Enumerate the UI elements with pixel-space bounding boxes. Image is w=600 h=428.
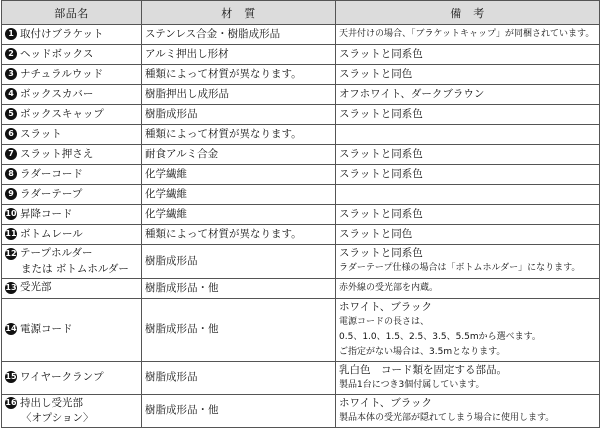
material-cell: 化学繊維 — [142, 205, 336, 225]
material-cell: アルミ押出し形材 — [142, 45, 336, 65]
remarks-line: 乳白色 コード類を固定する部品。 — [339, 363, 507, 376]
material-cell: 化学繊維 — [142, 185, 336, 205]
part-number-badge: 6 — [5, 128, 17, 140]
part-name: 受光部 — [20, 281, 52, 294]
remarks-cell — [336, 394, 600, 428]
part-name-cell — [2, 361, 142, 394]
part-name-cell — [2, 278, 142, 298]
header-row — [2, 1, 600, 25]
remarks-cell — [336, 298, 600, 361]
part-name-cell — [2, 65, 142, 85]
remarks-cell — [336, 85, 600, 105]
remarks-cell — [336, 145, 600, 165]
part-number-badge: 14 — [5, 324, 17, 334]
material-cell: 樹脂成形品・他 — [142, 278, 336, 298]
material-cell: 種類によって材質が異なります。 — [142, 65, 336, 85]
remarks-cell — [336, 205, 600, 225]
remarks-line: スラットと同系色 — [339, 168, 423, 180]
remarks-cell — [336, 185, 600, 205]
table-row — [2, 85, 600, 105]
part-number-badge: 2 — [5, 48, 17, 60]
table-row — [2, 361, 600, 394]
material-cell: 耐食アルミ合金 — [142, 145, 336, 165]
table-row — [2, 45, 600, 65]
material-cell: 樹脂成形品・他 — [142, 298, 336, 361]
remarks-line: スラットと同系色 — [339, 108, 423, 120]
remarks-cell — [336, 245, 600, 279]
table-row — [2, 145, 600, 165]
part-name: ボックスキャップ — [20, 107, 104, 120]
material-cell: 種類によって材質が異なります。 — [142, 225, 336, 245]
material-cell: 化学繊維 — [142, 165, 336, 185]
part-name: ラダーテープ — [20, 187, 83, 200]
part-name: テープホルダー — [20, 247, 93, 259]
material-cell: 樹脂成形品・他 — [142, 394, 336, 428]
part-name-cell — [2, 25, 142, 45]
remarks-line: 製品本体の受光部が隠れてしまう場合に使用します。 — [339, 412, 555, 423]
remarks-line: スラットと同系色 — [339, 48, 423, 60]
part-name: 持出し受光部 — [20, 396, 83, 409]
remarks-line: 製品1台につき3個付属しています。 — [339, 379, 485, 390]
material-cell: 樹脂成形品 — [142, 361, 336, 394]
remarks-line: ホワイト、ブラック — [339, 396, 433, 409]
remarks-line: スラットと同色 — [339, 228, 413, 240]
table-row — [2, 205, 600, 225]
part-name-line2: 〈オプション〉 — [21, 412, 94, 424]
material-cell: 樹脂押出し成形品 — [142, 85, 336, 105]
remarks-line: ご指定がない場合は、3.5mとなります。 — [339, 346, 506, 357]
table-row — [2, 165, 600, 185]
material-cell: 種類によって材質が異なります。 — [142, 125, 336, 145]
part-name-cell — [2, 205, 142, 225]
material-cell: ステンレス合金・樹脂成形品 — [142, 25, 336, 45]
part-name: ワイヤークランプ — [20, 370, 104, 383]
part-number-badge: 3 — [5, 68, 17, 80]
remarks-cell — [336, 278, 600, 298]
remarks-cell — [336, 125, 600, 145]
remarks-cell — [336, 165, 600, 185]
part-number-badge: 1 — [5, 28, 17, 40]
part-number-badge: 7 — [5, 148, 17, 160]
part-number-badge: 4 — [5, 88, 17, 100]
table-row — [2, 298, 600, 361]
remarks-line: ホワイト、ブラック — [339, 300, 433, 313]
part-number-badge: 12 — [5, 248, 17, 258]
material-cell: 樹脂成形品 — [142, 245, 336, 279]
remarks-line: スラットと同系色 — [339, 208, 423, 220]
header-material: 材 質 — [142, 1, 336, 25]
part-name: スラット押さえ — [20, 147, 94, 160]
part-name-cell — [2, 298, 142, 361]
remarks-line: スラットと同色 — [339, 68, 413, 80]
part-name-cell — [2, 85, 142, 105]
part-name-cell — [2, 145, 142, 165]
parts-table — [1, 0, 600, 428]
remarks-cell — [336, 361, 600, 394]
part-name-cell — [2, 245, 142, 279]
remarks-line: 天井付けの場合、「ブラケットキャップ」が同梱されています。 — [339, 29, 595, 39]
table-row — [2, 278, 600, 298]
part-name: 電源コード — [20, 322, 73, 335]
part-name-cell — [2, 394, 142, 428]
part-name: 取付けブラケット — [20, 27, 104, 40]
remarks-line: スラットと同系色 — [339, 247, 423, 260]
remarks-cell — [336, 225, 600, 245]
header-part-name: 部品名 — [2, 1, 142, 25]
part-number-badge: 13 — [5, 282, 17, 292]
part-name-cell — [2, 125, 142, 145]
part-name-cell — [2, 185, 142, 205]
table-row — [2, 245, 600, 279]
part-name-cell — [2, 45, 142, 65]
remarks-cell — [336, 25, 600, 45]
part-name: 昇降コード — [20, 207, 73, 220]
part-name-cell — [2, 105, 142, 125]
header-remarks: 備 考 — [336, 1, 600, 25]
part-name-cell — [2, 225, 142, 245]
table-row — [2, 225, 600, 245]
part-name: ヘッドボックス — [20, 47, 94, 60]
remarks-cell — [336, 105, 600, 125]
remarks-line: スラットと同系色 — [339, 148, 423, 160]
part-number-badge: 11 — [5, 229, 17, 239]
remarks-line: ラダーテープ仕様の場合は「ボトムホルダー」になります。 — [339, 263, 581, 274]
part-name: スラット — [20, 127, 62, 140]
material-cell: 樹脂成形品 — [142, 105, 336, 125]
part-name: ナチュラルウッド — [20, 67, 104, 80]
table-row — [2, 105, 600, 125]
remarks-line: オフホワイト、ダークブラウン — [339, 88, 485, 100]
table-row — [2, 25, 600, 45]
part-number-badge: 9 — [5, 188, 17, 200]
remarks-cell — [336, 65, 600, 85]
table-row — [2, 394, 600, 428]
table-row — [2, 65, 600, 85]
part-number-badge: 8 — [5, 168, 17, 180]
part-name-cell — [2, 165, 142, 185]
remarks-cell — [336, 45, 600, 65]
remarks-line: 電源コードの長さは、 — [339, 316, 430, 327]
part-name: ボトムレール — [20, 227, 83, 240]
part-name-line2: または ボトムホルダー — [21, 262, 129, 275]
part-number-badge: 5 — [5, 108, 17, 120]
part-number-badge: 16 — [5, 398, 17, 407]
part-number-badge: 15 — [5, 372, 17, 382]
part-number-badge: 10 — [5, 209, 17, 219]
part-name: ボックスカバー — [20, 87, 94, 100]
part-name: ラダーコード — [20, 167, 83, 180]
remarks-line: 赤外線の受光部を内蔵。 — [339, 282, 439, 293]
table-row — [2, 125, 600, 145]
table-row — [2, 185, 600, 205]
remarks-line: 0.5、1.0、1.5、2.5、3.5、5.5mから選べます。 — [339, 331, 541, 342]
